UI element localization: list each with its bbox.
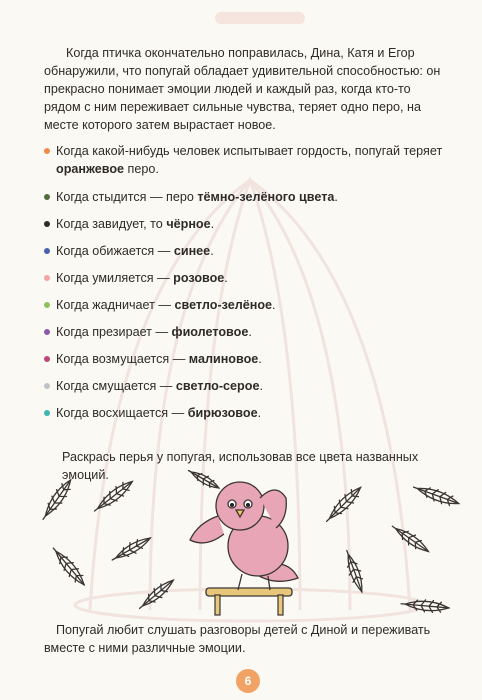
emotion-text: Когда обижается — [56, 244, 174, 258]
bullet-dot [44, 148, 50, 154]
emotion-item [44, 404, 444, 422]
emotion-color: оранжевое [56, 162, 125, 176]
emotion-text: Когда возмущается — [56, 352, 189, 366]
emotion-color: чёрное [166, 217, 211, 231]
emotion-color: бирюзовое [187, 406, 258, 420]
bullet-dot [44, 410, 50, 416]
bullet-dot [44, 248, 50, 254]
parrot [190, 482, 298, 590]
emotion-text-end: . [248, 325, 252, 339]
emotion-text: Когда стыдится — перо [56, 190, 198, 204]
intro-paragraph: Когда птичка окончательно поправилась, Дина, Катя и Егор обнаружили, что попугай обладает удивительной способностью: он прекрасно понимает эмоции людей и каждый раз, когда кто-то рядом с ним переживает сильные чувства, теряет одно перо, на месте которого затем вырастает новое. [44, 46, 441, 132]
emotion-text-end: перо. [124, 162, 159, 176]
emotion-text-end: . [210, 217, 215, 231]
bullet-dot [44, 302, 50, 308]
emotion-text-end: . [259, 379, 263, 393]
emotion-item [44, 142, 444, 180]
feather-icon[interactable] [136, 576, 177, 613]
emotion-text: Когда умиляется — [56, 271, 174, 285]
emotion-color: тёмно-зелёного цвета [197, 190, 335, 204]
feather-icon[interactable] [38, 477, 75, 523]
emotion-text-end: . [334, 190, 338, 204]
emotion-item [44, 269, 444, 287]
feather-icon[interactable] [401, 598, 450, 614]
emotion-item [44, 377, 444, 395]
emotion-text: Когда смущается — [56, 379, 176, 393]
page-number: 6 [236, 669, 260, 693]
emotion-text-end: . [257, 406, 262, 420]
emotion-text-end: . [258, 352, 262, 366]
emotion-item [44, 215, 444, 233]
emotion-text: Когда завидует, то [56, 217, 167, 231]
bullet-dot [44, 194, 50, 200]
feather-icon[interactable] [109, 533, 153, 565]
emotion-item [44, 323, 444, 341]
feather-icon[interactable] [322, 483, 364, 525]
feather-icon[interactable] [49, 544, 89, 588]
feather-icon[interactable] [341, 548, 367, 593]
emotion-text: Когда презирает — [56, 325, 172, 339]
emotion-text-end: . [224, 271, 228, 285]
emotion-item [44, 188, 444, 206]
bullet-dot [44, 221, 50, 227]
parrot-illustration [30, 468, 470, 618]
bullet-dot [44, 329, 50, 335]
emotion-color: синее [173, 244, 211, 258]
emotion-color: малиновое [188, 352, 259, 366]
feather-icon[interactable] [389, 521, 432, 556]
bullet-dot [44, 275, 50, 281]
feather-icon[interactable] [91, 477, 136, 516]
emotion-item [44, 350, 444, 368]
feather-icon[interactable] [412, 481, 461, 509]
emotion-color: светло-зелёное [174, 298, 273, 312]
page-header-tab [215, 12, 305, 24]
emotion-color: светло-серое [175, 379, 260, 393]
bullet-dot [44, 383, 50, 389]
task-instruction: Раскрась перья у попугая, использовав все цвета названных эмоций. [62, 450, 419, 482]
emotion-text: Когда жадничает — [56, 298, 175, 312]
perch [206, 588, 292, 615]
emotion-text-end: . [272, 298, 276, 312]
feather-icon[interactable] [186, 468, 221, 492]
emotion-text-end: . [210, 244, 214, 258]
emotion-text: Когда какой-нибудь человек испытывает гордость, попугай теряет [56, 144, 443, 158]
emotion-item [44, 296, 444, 314]
bullet-dot [44, 356, 50, 362]
emotion-text: Когда восхищается — [56, 406, 188, 420]
emotion-list [44, 142, 444, 422]
emotion-color: фиолетовое [171, 325, 249, 339]
outro-paragraph: Попугай любит слушать разговоры детей с Диной и переживать вместе с ними различные эмоции. [44, 623, 431, 655]
emotion-color: розовое [173, 271, 225, 285]
emotion-item [44, 242, 444, 260]
